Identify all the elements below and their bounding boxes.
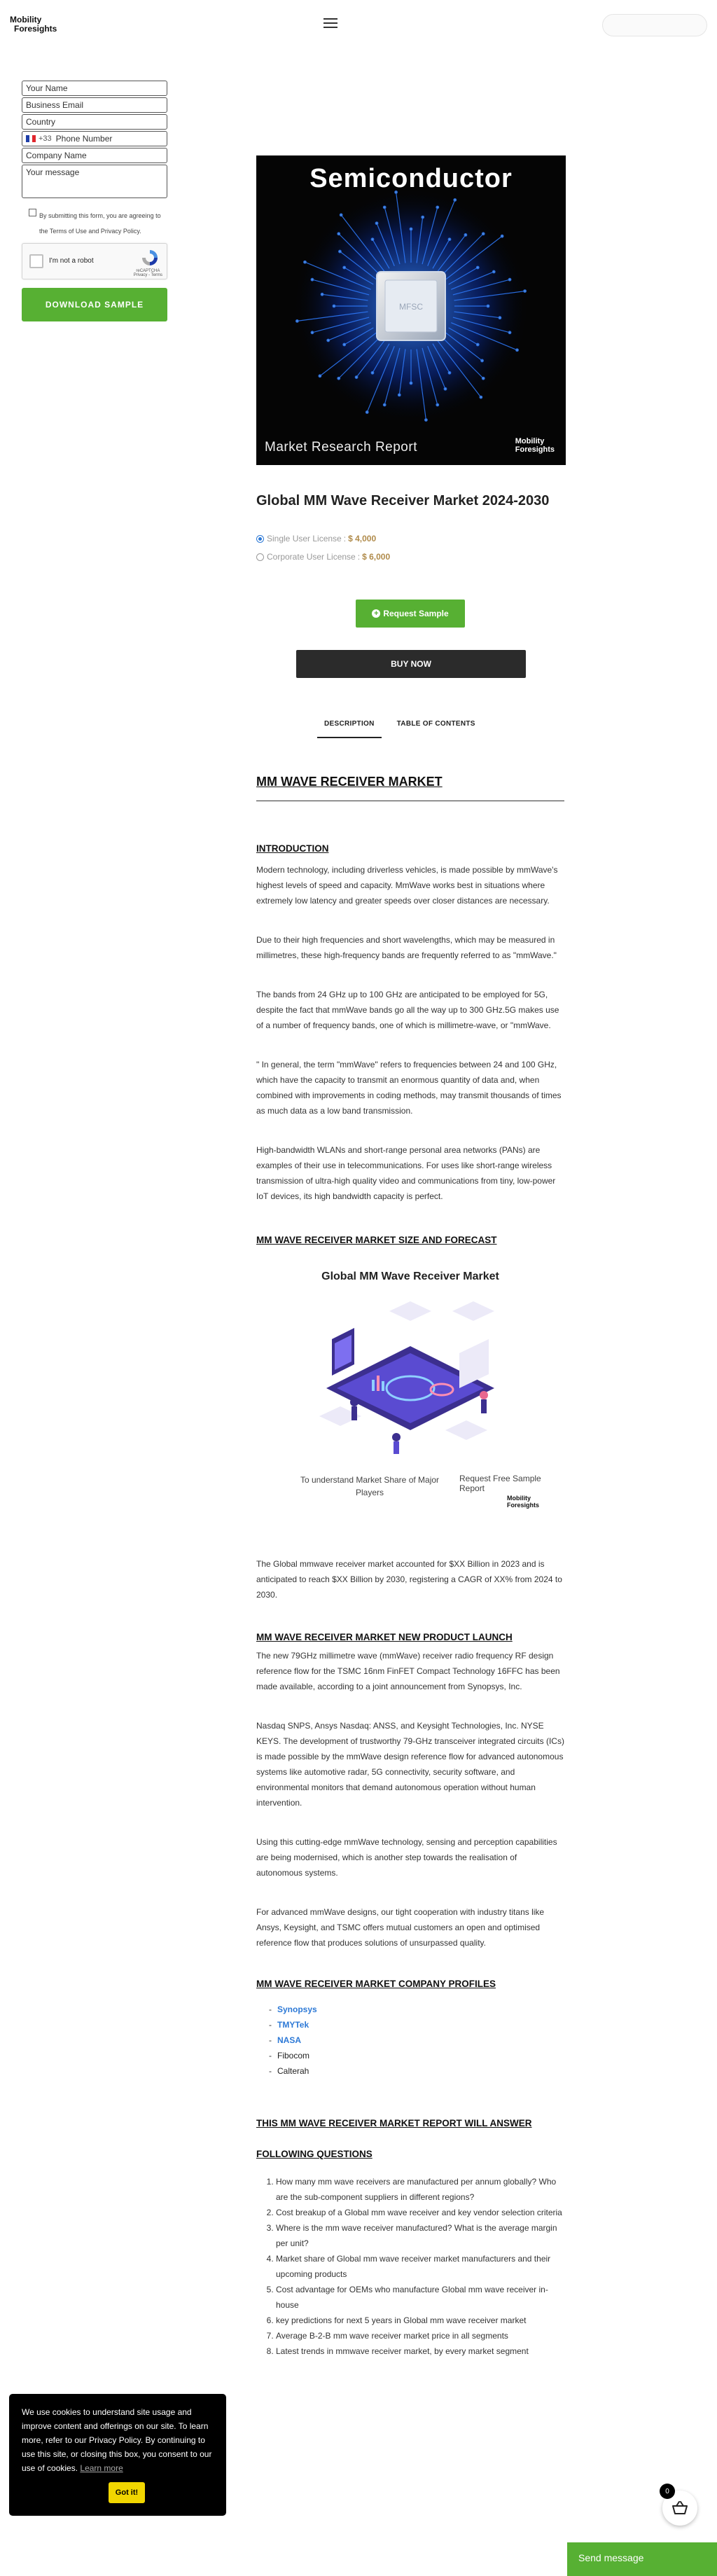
intro-paragraph-2: Due to their high frequencies and short wavelengths, which may be measured in millimetres, these high-frequency bands are frequently referred to as "mmWave.": [256, 935, 557, 960]
consent-text: By submitting this form, you are agreeing to the Terms of Use and Privacy Policy.: [39, 212, 161, 235]
product-image: [256, 155, 566, 465]
list-item: [256, 2063, 564, 2079]
chip-illustration: [256, 155, 566, 465]
country-field[interactable]: Country: [22, 114, 167, 130]
list-item: 8. Latest trends in mmwave receiver market, by every market segment: [276, 2343, 564, 2359]
license-corporate-radio[interactable]: [256, 553, 264, 561]
image-brand: Mobility Foresights: [515, 437, 555, 454]
search-input[interactable]: [602, 14, 707, 36]
email-field[interactable]: Business Email: [22, 97, 167, 113]
size-heading: MM WAVE RECEIVER MARKET SIZE AND FORECAST: [256, 1235, 497, 1245]
list-item[interactable]: [256, 2017, 564, 2033]
company-name: Calterah: [277, 2066, 309, 2076]
infographic-logo: Mobility Foresights: [507, 1495, 540, 1509]
launch-paragraph-3: Using this cutting-edge mmWave technology, sensing and perception capabilities are being modernised, which is another step towards the realisation of autonomous systems.: [256, 1837, 557, 1878]
launch-paragraph-2: Nasdaq SNPS, Ansys Nasdaq: ANSS, and Keysight Technologies, Inc. NYSE KEYS. The development of trustworthy 79-GHz transceiver integrated circuits (ICs) is made possible by the mmWave design reference flow for advanced autonomous systems like automotive radar, 5G connectivity, security software, and environmental monitors that demand autonomous operation without human intervention.: [256, 1721, 564, 1808]
list-item: [256, 2048, 564, 2063]
basket-icon: [671, 2501, 688, 2515]
cart-count-badge: 0: [660, 2484, 675, 2499]
recaptcha-logo-icon: [140, 248, 160, 268]
list-item: 2. Cost breakup of a Global mm wave receiver and key vendor selection criteria: [276, 2205, 564, 2220]
logo-line-2: Foresights: [14, 24, 57, 34]
recaptcha-widget: [22, 243, 167, 279]
chip-label: MFSC: [399, 302, 423, 312]
list-item: 5. Cost advantage for OEMs who manufacture Global mm wave receiver in-house: [276, 2282, 564, 2313]
intro-paragraph-5: High-bandwidth WLANs and short-range personal area networks (PANs) are examples of their use in telecommunications. For uses like short-range wireless transmission of ultra-high quality video and communications from tiny, low-power IoT devices, its high bandwidth capacity is perfect.: [256, 1145, 556, 1201]
consent-row: [29, 208, 167, 239]
phone-country-code[interactable]: +33: [39, 134, 52, 143]
cookie-accept-button[interactable]: Got it!: [109, 2482, 145, 2503]
launch-heading: MM WAVE RECEIVER MARKET NEW PRODUCT LAUNCH: [256, 1632, 513, 1642]
list-item: 3. Where is the mm wave receiver manufactured? What is the average margin per unit?: [276, 2220, 564, 2251]
send-message-chat-button[interactable]: Send message: [567, 2542, 717, 2576]
infographic-title: Global MM Wave Receiver Market: [321, 1270, 499, 1282]
company-link[interactable]: Synopsys: [277, 2004, 317, 2014]
cookie-text: We use cookies to understand site usage and improve content and offerings on our site. To learn more, refer to our Privacy Policy. By continuing to use this site, or closing this box, you consent to our use of cookies. Learn more: [22, 2407, 212, 2473]
company-name: Fibocom: [277, 2051, 310, 2061]
list-item: 7. Average B-2-B mm wave receiver market price in all segments: [276, 2328, 564, 2343]
list-item[interactable]: [256, 2002, 564, 2017]
cookie-banner: [9, 2394, 226, 2516]
list-item[interactable]: [256, 2033, 564, 2048]
list-item: 4. Market share of Global mm wave receiver market manufacturers and their upcoming products: [276, 2251, 564, 2282]
name-field[interactable]: Your Name: [22, 81, 167, 96]
product-tabs: [317, 710, 491, 738]
main-heading: MM WAVE RECEIVER MARKET: [256, 775, 443, 789]
phone-field[interactable]: [22, 131, 167, 146]
launch-paragraph-1: The new 79GHz millimetre wave (mmWave) receiver radio frequency RF design reference flow for the TSMC 16nm FinFET Compact Technology 16FFC has been made available, according to a joint announcement from Synopsys, Inc.: [256, 1651, 560, 1691]
company-field[interactable]: Company Name: [22, 148, 167, 163]
intro-paragraph-3: The bands from 24 GHz up to 100 GHz are anticipated to be employed for 5G, despite the fact that mmWave bands go all the way up to 300 GHz.5G makes use of a number of frequency bands, one of which is millimetre-wave, or "mmWave.: [256, 990, 559, 1030]
cart-button[interactable]: [662, 2487, 697, 2526]
intro-paragraph-4: " In general, the term "mmWave" refers to frequencies between 24 and 100 GHz, which have the capacity to transmit an enormous quantity of data and, when combined with improvements in coding methods, may transmit thousands of times as much data as a low band transmission.: [256, 1060, 562, 1116]
size-paragraph-1: The Global mmwave receiver market accounted for $XX Billion in 2023 and is anticipated to reach $XX Billion by 2030, registering a CAGR of XX% from 2024 to 2030.: [256, 1559, 562, 1600]
message-field[interactable]: Your message: [22, 165, 167, 198]
logo-line-1: Mobility: [10, 15, 42, 25]
intro-paragraph-1: Modern technology, including driverless vehicles, is made possible by mmWave's highest levels of speed and capacity. MmWave works best in situations where extremely low latency and greater speeds over closer distances are necessary.: [256, 865, 558, 906]
image-subtitle: Market Research Report: [265, 440, 417, 455]
recaptcha-checkbox[interactable]: [29, 254, 43, 268]
download-sample-button[interactable]: DOWNLOAD SAMPLE: [22, 288, 167, 321]
article-body: [256, 773, 564, 2359]
license-corporate-price: $ 6,000: [362, 552, 391, 562]
questions-heading: THIS MM WAVE RECEIVER MARKET REPORT WILL ANSWER FOLLOWING QUESTIONS: [256, 2118, 532, 2159]
license-corporate-label: Corporate User License: [267, 552, 356, 562]
recaptcha-brand: reCAPTCHA Privacy - Terms: [133, 269, 162, 277]
buy-now-button[interactable]: BUY NOW: [296, 650, 526, 678]
license-single-label: Single User License: [267, 534, 342, 543]
profiles-heading: MM WAVE RECEIVER MARKET COMPANY PROFILES: [256, 1979, 496, 1989]
phone-placeholder: Phone Number: [55, 134, 113, 144]
site-header: [0, 0, 717, 53]
image-title: Semiconductor: [309, 164, 513, 193]
company-link[interactable]: NASA: [277, 2035, 302, 2045]
market-infographic: [256, 1245, 564, 1553]
tab-description[interactable]: DESCRIPTION: [317, 710, 382, 738]
sample-request-form: [22, 81, 167, 321]
hamburger-menu-icon[interactable]: [323, 18, 337, 28]
license-single-radio[interactable]: [256, 535, 264, 543]
recaptcha-label: I'm not a robot: [49, 257, 94, 265]
site-logo[interactable]: [10, 15, 66, 38]
list-item: 1. How many mm wave receivers are manufactured per annum globally? Who are the sub-component suppliers in different regions?: [276, 2174, 564, 2205]
license-single-option[interactable]: Single User License : $ 4,000: [256, 534, 376, 543]
infographic-request-link[interactable]: Request Free Sample Report: [459, 1474, 541, 1493]
questions-list: [256, 2174, 564, 2359]
list-item: 6. key predictions for next 5 years in Global mm wave receiver market: [276, 2313, 564, 2328]
request-sample-button[interactable]: + Request Sample: [356, 600, 465, 628]
plus-circle-icon: +: [372, 609, 380, 618]
company-list: [256, 2002, 564, 2079]
license-corporate-option[interactable]: Corporate User License : $ 6,000: [256, 552, 390, 562]
company-link[interactable]: TMYTek: [277, 2020, 309, 2030]
infographic-caption: To understand Market Share of Major Players: [300, 1475, 440, 1497]
france-flag-icon[interactable]: [26, 135, 36, 142]
product-title: Global MM Wave Receiver Market 2024-2030: [256, 493, 550, 508]
license-single-price: $ 4,000: [348, 534, 377, 543]
consent-checkbox[interactable]: [29, 209, 36, 216]
launch-paragraph-4: For advanced mmWave designs, our tight cooperation with industry titans like Ansys, Keysight, and TSMC offers mutual customers an open and optimised reference flow that produces solutions of unsurpassed quality.: [256, 1907, 545, 1948]
cookie-learn-more-link[interactable]: Learn more: [80, 2463, 123, 2473]
isometric-dashboard-illustration: [305, 1297, 515, 1465]
intro-heading: INTRODUCTION: [256, 843, 329, 854]
tab-table-of-contents[interactable]: TABLE OF CONTENTS: [396, 720, 475, 728]
